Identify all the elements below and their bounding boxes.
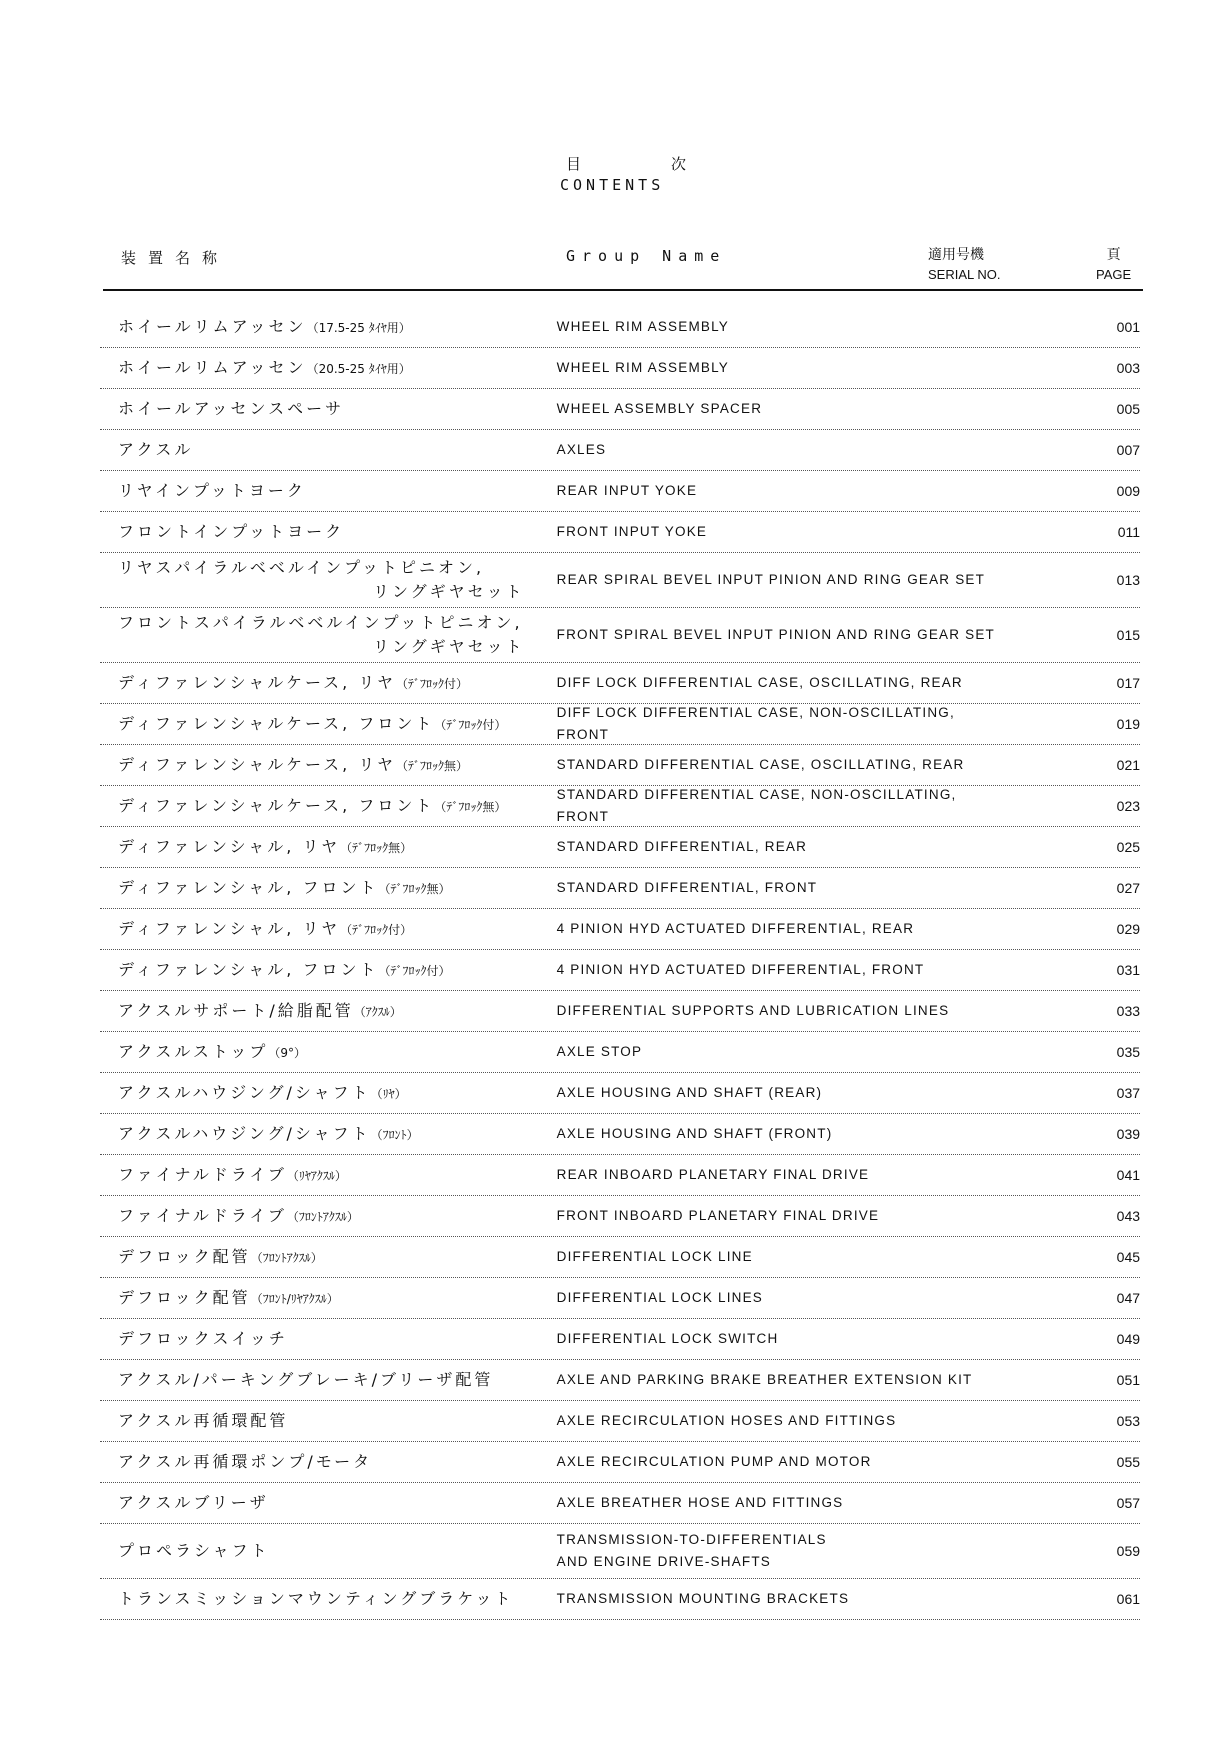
row-name-note: （ﾃﾞﾌﾛｯｸ無） — [434, 799, 507, 814]
header-device-name-jp: 装置名称 — [121, 249, 230, 267]
row-group-name: FRONT INBOARD PLANETARY FINAL DRIVE — [556, 1208, 880, 1223]
row-name-jp: ディファレンシャルケース, リヤ（ﾃﾞﾌﾛｯｸ付） — [118, 672, 469, 692]
row-group-name: AXLES — [556, 442, 607, 457]
row-name-jp: リヤインプットヨーク — [118, 481, 306, 500]
row-name-jp: ディファレンシャル, リヤ（ﾃﾞﾌﾛｯｸ無） — [118, 836, 413, 856]
row-page-number[interactable]: 011 — [1117, 524, 1141, 540]
row-group-name: AXLE RECIRCULATION PUMP AND MOTOR — [556, 1454, 872, 1469]
table-row[interactable] — [100, 430, 1140, 471]
row-page-number[interactable]: 021 — [1116, 757, 1141, 773]
table-row[interactable] — [100, 704, 1140, 745]
row-page-number[interactable]: 049 — [1116, 1331, 1141, 1347]
row-name-jp: ディファレンシャルケース, フロント（ﾃﾞﾌﾛｯｸ無） — [118, 795, 507, 815]
row-name-jp: アクスル — [118, 440, 194, 459]
row-name-note: （ﾃﾞﾌﾛｯｸ付） — [396, 676, 469, 691]
row-group-name: FRONT SPIRAL BEVEL INPUT PINION AND RING GEAR SET — [556, 627, 996, 642]
table-row[interactable] — [100, 1483, 1140, 1524]
row-group-name: TRANSMISSION-TO-DIFFERENTIALS AND ENGINE DRIVE-SHAFTS — [556, 1532, 827, 1569]
row-page-number[interactable]: 045 — [1116, 1249, 1141, 1265]
row-group-name: AXLE STOP — [556, 1044, 643, 1059]
row-name-jp: ディファレンシャル, フロント（ﾃﾞﾌﾛｯｸ無） — [118, 877, 451, 897]
row-name-jp: アクスルハウジング/シャフト（ﾘﾔ） — [118, 1082, 407, 1102]
row-name-note: （17.5-25 ﾀｲﾔ用） — [306, 320, 411, 335]
row-name-jp: デフロック配管（ﾌﾛﾝﾄ/ﾘﾔｱｸｽﾙ） — [118, 1287, 339, 1307]
table-row[interactable] — [100, 950, 1140, 991]
row-group-name: AXLE HOUSING AND SHAFT (FRONT) — [556, 1126, 833, 1141]
row-group-name: REAR INPUT YOKE — [556, 483, 698, 498]
table-header — [103, 245, 1143, 291]
table-row[interactable] — [100, 608, 1140, 663]
row-name-jp: ホイールリムアッセン（17.5-25 ﾀｲﾔ用） — [118, 316, 411, 336]
row-group-name: TRANSMISSION MOUNTING BRACKETS — [556, 1591, 850, 1606]
row-name-note: （20.5-25 ﾀｲﾔ用） — [306, 361, 411, 376]
row-page-number[interactable]: 027 — [1116, 880, 1141, 896]
header-group-name: Group Name — [566, 247, 727, 265]
row-page-number[interactable]: 039 — [1116, 1126, 1141, 1142]
row-name-jp: リヤスパイラルベベルインプットピニオン, リングギヤセット — [118, 558, 525, 601]
row-name-jp: フロントスパイラルベベルインプットピニオン, リングギヤセット — [118, 613, 525, 656]
row-name-jp: ファイナルドライブ（ﾘﾔｱｸｽﾙ） — [118, 1164, 347, 1184]
table-row[interactable] — [100, 786, 1140, 827]
row-page-number[interactable]: 033 — [1116, 1003, 1141, 1019]
row-page-number[interactable]: 029 — [1116, 921, 1141, 937]
row-group-name: STANDARD DIFFERENTIAL CASE, NON-OSCILLATING, FRONT — [556, 787, 957, 824]
row-name-note: （ﾃﾞﾌﾛｯｸ無） — [340, 840, 413, 855]
table-row[interactable] — [100, 1401, 1140, 1442]
row-name-jp: ホイールアッセンスペーサ — [118, 399, 345, 418]
row-name-jp: アクスルブリーザ — [118, 1493, 269, 1512]
table-row[interactable] — [100, 1196, 1140, 1237]
row-name-note: （9°） — [268, 1045, 307, 1060]
row-name-jp: ディファレンシャル, リヤ（ﾃﾞﾌﾛｯｸ付） — [118, 918, 413, 938]
row-group-name: WHEEL ASSEMBLY SPACER — [556, 401, 763, 416]
row-name-jp: ホイールリムアッセン（20.5-25 ﾀｲﾔ用） — [118, 357, 411, 377]
row-page-number[interactable]: 047 — [1116, 1290, 1141, 1306]
document-title — [560, 153, 720, 194]
row-page-number[interactable]: 015 — [1116, 627, 1141, 643]
row-group-name: REAR SPIRAL BEVEL INPUT PINION AND RING GEAR SET — [556, 572, 986, 587]
row-group-name: 4 PINION HYD ACTUATED DIFFERENTIAL, REAR — [556, 921, 915, 936]
row-page-number[interactable]: 055 — [1116, 1454, 1141, 1470]
row-name-note: （ﾃﾞﾌﾛｯｸ付） — [378, 963, 451, 978]
row-name-jp: ファイナルドライブ（ﾌﾛﾝﾄｱｸｽﾙ） — [118, 1205, 359, 1225]
table-row[interactable] — [100, 1032, 1140, 1073]
table-row[interactable] — [100, 827, 1140, 868]
row-page-number[interactable]: 037 — [1116, 1085, 1141, 1101]
row-group-name: 4 PINION HYD ACTUATED DIFFERENTIAL, FRONT — [556, 962, 925, 977]
row-group-name: DIFFERENTIAL LOCK LINE — [556, 1249, 753, 1264]
table-row[interactable] — [100, 512, 1140, 553]
row-group-name: STANDARD DIFFERENTIAL, REAR — [556, 839, 808, 854]
row-page-number[interactable]: 001 — [1116, 319, 1141, 335]
row-group-name: DIFF LOCK DIFFERENTIAL CASE, OSCILLATING, REAR — [556, 675, 963, 690]
row-name-note: （ﾌﾛﾝﾄｱｸｽﾙ） — [286, 1209, 359, 1224]
table-row[interactable] — [100, 1442, 1140, 1483]
row-name-jp: アクスルサポート/給脂配管（ｱｸｽﾙ） — [118, 1000, 402, 1020]
row-name-jp: フロントインプットヨーク — [118, 522, 345, 541]
row-group-name: DIFFERENTIAL LOCK LINES — [556, 1290, 764, 1305]
header-page: 頁 PAGE — [1096, 247, 1132, 282]
row-page-number[interactable]: 057 — [1116, 1495, 1141, 1511]
row-page-number[interactable]: 025 — [1116, 839, 1141, 855]
row-name-jp: ディファレンシャル, フロント（ﾃﾞﾌﾛｯｸ付） — [118, 959, 451, 979]
row-name-note: （ｱｸｽﾙ） — [353, 1004, 402, 1019]
table-row[interactable] — [100, 389, 1140, 430]
table-row[interactable] — [100, 909, 1140, 950]
row-group-name: DIFFERENTIAL SUPPORTS AND LUBRICATION LINES — [556, 1003, 950, 1018]
row-name-jp: ディファレンシャルケース, フロント（ﾃﾞﾌﾛｯｸ付） — [118, 713, 507, 733]
row-group-name: DIFF LOCK DIFFERENTIAL CASE, NON-OSCILLATING, FRONT — [556, 705, 955, 742]
row-group-name: STANDARD DIFFERENTIAL CASE, OSCILLATING, REAR — [556, 757, 965, 772]
row-page-number[interactable]: 051 — [1116, 1372, 1141, 1388]
row-page-number[interactable]: 041 — [1116, 1167, 1141, 1183]
row-page-number[interactable]: 035 — [1116, 1044, 1141, 1060]
row-group-name: WHEEL RIM ASSEMBLY — [556, 319, 730, 334]
row-name-jp: アクスル再循環ポンプ/モータ — [118, 1452, 373, 1471]
table-row[interactable] — [100, 1360, 1140, 1401]
table-row[interactable] — [100, 1114, 1140, 1155]
table-row[interactable] — [100, 471, 1140, 512]
row-name-jp: ディファレンシャルケース, リヤ（ﾃﾞﾌﾛｯｸ無） — [118, 754, 469, 774]
row-name-note: （ﾃﾞﾌﾛｯｸ付） — [340, 922, 413, 937]
row-name-note: （ﾘﾔｱｸｽﾙ） — [286, 1168, 347, 1183]
row-page-number[interactable]: 007 — [1116, 442, 1141, 458]
table-row[interactable] — [100, 1278, 1140, 1319]
row-group-name: AXLE RECIRCULATION HOSES AND FITTINGS — [556, 1413, 897, 1428]
row-page-number[interactable]: 003 — [1116, 360, 1141, 376]
table-row[interactable] — [100, 1237, 1140, 1278]
row-name-jp: アクスル/パーキングブレーキ/ブリーザ配管 — [118, 1370, 494, 1389]
row-name-jp: アクスルストップ（9°） — [118, 1041, 307, 1061]
header-serial: 適用号機 SERIAL NO. — [928, 247, 1001, 282]
table-row[interactable] — [100, 1524, 1140, 1579]
row-name-note: （ﾃﾞﾌﾛｯｸ無） — [378, 881, 451, 896]
table-row[interactable] — [100, 1319, 1140, 1360]
table-row[interactable] — [100, 553, 1140, 608]
row-group-name: REAR INBOARD PLANETARY FINAL DRIVE — [556, 1167, 870, 1182]
row-name-jp: アクスル再循環配管 — [118, 1411, 289, 1430]
row-name-note: （ﾌﾛﾝﾄ/ﾘﾔｱｸｽﾙ） — [250, 1291, 339, 1306]
row-page-number[interactable]: 053 — [1116, 1413, 1141, 1429]
title-japanese: 目 次 — [566, 155, 686, 173]
row-group-name: FRONT INPUT YOKE — [556, 524, 708, 539]
row-page-number[interactable]: 005 — [1116, 401, 1141, 417]
row-group-name: WHEEL RIM ASSEMBLY — [556, 360, 730, 375]
row-group-name: DIFFERENTIAL LOCK SWITCH — [556, 1331, 779, 1346]
row-group-name: STANDARD DIFFERENTIAL, FRONT — [556, 880, 818, 895]
row-page-number[interactable]: 059 — [1116, 1543, 1141, 1559]
title-english: CONTENTS — [560, 176, 665, 194]
contents-table — [100, 307, 1140, 1620]
table-row[interactable] — [100, 868, 1140, 909]
row-group-name: AXLE BREATHER HOSE AND FITTINGS — [556, 1495, 844, 1510]
row-name-jp: デフロックスイッチ — [118, 1329, 288, 1348]
row-page-number[interactable]: 043 — [1116, 1208, 1141, 1224]
row-name-jp: プロペラシャフト — [118, 1541, 270, 1560]
table-row[interactable] — [100, 663, 1140, 704]
row-page-number[interactable]: 017 — [1116, 675, 1141, 691]
header-rule — [103, 289, 1143, 291]
row-name-note: （ﾃﾞﾌﾛｯｸ無） — [396, 758, 469, 773]
table-row[interactable] — [100, 745, 1140, 786]
row-group-name: AXLE HOUSING AND SHAFT (REAR) — [556, 1085, 823, 1100]
table-row[interactable] — [100, 1155, 1140, 1196]
row-group-name: AXLE AND PARKING BRAKE BREATHER EXTENSION KIT — [556, 1372, 973, 1387]
table-row[interactable] — [100, 1073, 1140, 1114]
row-name-note: （ﾌﾛﾝﾄ） — [370, 1127, 419, 1142]
row-page-number[interactable]: 009 — [1116, 483, 1141, 499]
table-row[interactable] — [100, 348, 1140, 389]
table-row[interactable] — [100, 307, 1140, 348]
row-name-jp: デフロック配管（ﾌﾛﾝﾄｱｸｽﾙ） — [118, 1246, 323, 1266]
row-name-jp: トランスミッションマウンティングブラケット — [118, 1589, 514, 1608]
row-name-note: （ﾃﾞﾌﾛｯｸ付） — [434, 717, 507, 732]
row-page-number[interactable]: 023 — [1116, 798, 1141, 814]
row-name-jp: アクスルハウジング/シャフト（ﾌﾛﾝﾄ） — [118, 1123, 419, 1143]
row-page-number[interactable]: 013 — [1116, 572, 1141, 588]
row-page-number[interactable]: 019 — [1116, 716, 1141, 732]
table-row[interactable] — [100, 991, 1140, 1032]
row-name-note: （ﾌﾛﾝﾄｱｸｽﾙ） — [250, 1250, 323, 1265]
row-page-number[interactable]: 031 — [1116, 962, 1141, 978]
row-page-number[interactable]: 061 — [1116, 1591, 1141, 1607]
row-name-note: （ﾘﾔ） — [370, 1086, 407, 1101]
table-row[interactable] — [100, 1579, 1140, 1620]
